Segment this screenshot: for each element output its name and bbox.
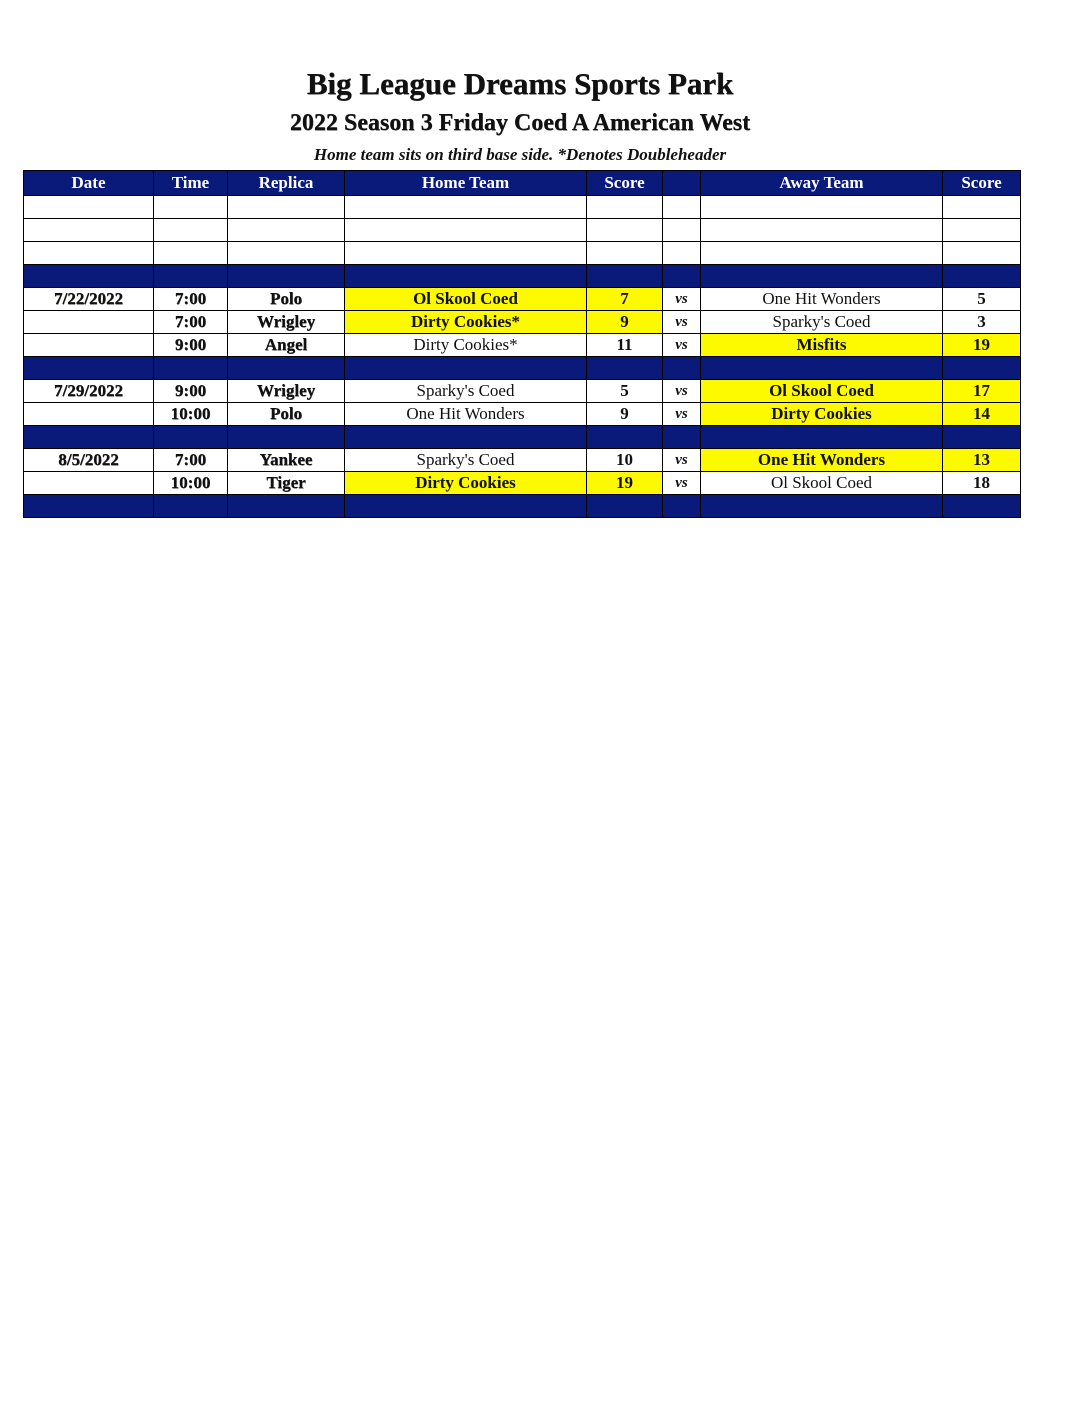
empty-cell (943, 357, 1021, 380)
empty-cell (943, 265, 1021, 288)
home-score: 19 (587, 472, 663, 495)
empty-cell (943, 495, 1021, 518)
column-header: Away Team (701, 171, 943, 196)
away-score: 14 (943, 403, 1021, 426)
column-header (663, 171, 701, 196)
empty-cell (663, 426, 701, 449)
empty-cell (943, 196, 1021, 219)
empty-cell (24, 219, 154, 242)
empty-cell (154, 495, 228, 518)
blank-row (24, 219, 1021, 242)
empty-cell (701, 265, 943, 288)
game-field: Tiger (228, 472, 345, 495)
separator-row (24, 357, 1021, 380)
away-score: 5 (943, 288, 1021, 311)
empty-cell (345, 357, 587, 380)
away-score: 13 (943, 449, 1021, 472)
game-row (24, 472, 1021, 495)
empty-cell (701, 219, 943, 242)
empty-cell (228, 219, 345, 242)
header-row (24, 171, 1021, 196)
schedule-table (23, 170, 1021, 518)
home-team: One Hit Wonders (345, 403, 587, 426)
page-title: Big League Dreams Sports Park (306, 66, 734, 101)
empty-cell (663, 357, 701, 380)
home-score: 11 (587, 334, 663, 357)
column-header: Score (587, 171, 663, 196)
game-row (24, 288, 1021, 311)
vs-label: vs (663, 449, 701, 472)
game-date (24, 403, 154, 426)
column-header: Date (24, 171, 154, 196)
schedule-body (24, 196, 1021, 518)
empty-cell (228, 242, 345, 265)
empty-cell (154, 426, 228, 449)
empty-cell (228, 426, 345, 449)
home-score: 9 (587, 403, 663, 426)
game-date (24, 311, 154, 334)
empty-cell (587, 265, 663, 288)
empty-cell (228, 495, 345, 518)
game-field: Angel (228, 334, 345, 357)
empty-cell (587, 357, 663, 380)
page-subtitle: 2022 Season 3 Friday Coed A American West (289, 110, 751, 136)
home-team: Sparky's Coed (345, 449, 587, 472)
game-row (24, 449, 1021, 472)
game-time: 10:00 (154, 472, 228, 495)
empty-cell (663, 495, 701, 518)
vs-label: vs (663, 472, 701, 495)
empty-cell (154, 265, 228, 288)
empty-cell (587, 242, 663, 265)
empty-cell (663, 219, 701, 242)
empty-cell (154, 357, 228, 380)
empty-cell (24, 426, 154, 449)
empty-cell (24, 495, 154, 518)
home-team: Ol Skool Coed (345, 288, 587, 311)
blank-row (24, 196, 1021, 219)
home-team: Sparky's Coed (345, 380, 587, 403)
game-row (24, 334, 1021, 357)
blank-row (24, 242, 1021, 265)
game-time: 7:00 (154, 311, 228, 334)
empty-cell (345, 242, 587, 265)
empty-cell (943, 219, 1021, 242)
page-note: Home team sits on third base side. *Denotes Doubleheader (313, 145, 727, 164)
empty-cell (587, 495, 663, 518)
away-score: 19 (943, 334, 1021, 357)
game-date: 7/22/2022 (24, 288, 154, 311)
home-team: Dirty Cookies (345, 472, 587, 495)
empty-cell (24, 196, 154, 219)
vs-label: vs (663, 288, 701, 311)
vs-label: vs (663, 380, 701, 403)
game-field: Polo (228, 288, 345, 311)
column-header: Time (154, 171, 228, 196)
game-field: Wrigley (228, 380, 345, 403)
empty-cell (587, 426, 663, 449)
away-score: 3 (943, 311, 1021, 334)
empty-cell (587, 196, 663, 219)
game-time: 10:00 (154, 403, 228, 426)
column-header: Score (943, 171, 1021, 196)
empty-cell (701, 426, 943, 449)
empty-cell (345, 495, 587, 518)
empty-cell (663, 265, 701, 288)
empty-cell (663, 242, 701, 265)
empty-cell (701, 495, 943, 518)
empty-cell (154, 242, 228, 265)
game-time: 7:00 (154, 449, 228, 472)
empty-cell (228, 196, 345, 219)
column-header: Home Team (345, 171, 587, 196)
away-team: Dirty Cookies (701, 403, 943, 426)
game-time: 9:00 (154, 334, 228, 357)
empty-cell (228, 265, 345, 288)
home-score: 9 (587, 311, 663, 334)
away-team: One Hit Wonders (701, 288, 943, 311)
separator-row (24, 265, 1021, 288)
game-field: Yankee (228, 449, 345, 472)
empty-cell (228, 357, 345, 380)
away-score: 18 (943, 472, 1021, 495)
home-team: Dirty Cookies* (345, 334, 587, 357)
empty-cell (345, 265, 587, 288)
empty-cell (943, 242, 1021, 265)
empty-cell (24, 242, 154, 265)
empty-cell (24, 357, 154, 380)
home-score: 7 (587, 288, 663, 311)
game-date (24, 472, 154, 495)
empty-cell (587, 219, 663, 242)
game-date: 8/5/2022 (24, 449, 154, 472)
empty-cell (154, 219, 228, 242)
home-score: 5 (587, 380, 663, 403)
away-team: Ol Skool Coed (701, 472, 943, 495)
game-field: Wrigley (228, 311, 345, 334)
empty-cell (943, 426, 1021, 449)
vs-label: vs (663, 403, 701, 426)
empty-cell (701, 242, 943, 265)
separator-row (24, 495, 1021, 518)
vs-label: vs (663, 334, 701, 357)
empty-cell (345, 196, 587, 219)
empty-cell (154, 196, 228, 219)
game-time: 9:00 (154, 380, 228, 403)
away-score: 17 (943, 380, 1021, 403)
away-team: Ol Skool Coed (701, 380, 943, 403)
vs-label: vs (663, 311, 701, 334)
game-date: 7/29/2022 (24, 380, 154, 403)
away-team: One Hit Wonders (701, 449, 943, 472)
empty-cell (24, 265, 154, 288)
game-row (24, 380, 1021, 403)
home-score: 10 (587, 449, 663, 472)
game-row (24, 403, 1021, 426)
away-team: Sparky's Coed (701, 311, 943, 334)
empty-cell (701, 357, 943, 380)
game-time: 7:00 (154, 288, 228, 311)
empty-cell (345, 426, 587, 449)
column-header: Replica (228, 171, 345, 196)
empty-cell (701, 196, 943, 219)
separator-row (24, 426, 1021, 449)
game-date (24, 334, 154, 357)
empty-cell (345, 219, 587, 242)
game-row (24, 311, 1021, 334)
empty-cell (663, 196, 701, 219)
home-team: Dirty Cookies* (345, 311, 587, 334)
away-team: Misfits (701, 334, 943, 357)
game-field: Polo (228, 403, 345, 426)
